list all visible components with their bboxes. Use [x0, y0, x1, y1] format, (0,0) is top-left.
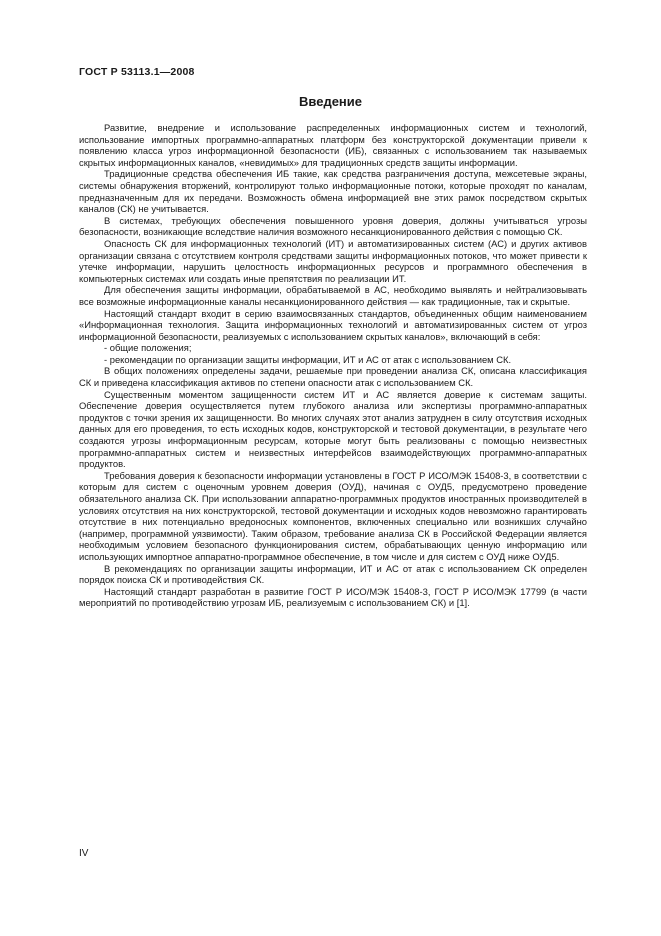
paragraph: Развитие, внедрение и использование распределенных информационных систем и технологий, использование импортных программно-аппаратных платформ без конструкторской документации привели к появлению класса угроз информационной безопасности (ИБ), связанных с использованием так называемых скрытых информационных каналов, «невидимых» для традиционных средств защиты информации. [79, 122, 587, 168]
section-title: Введение [299, 94, 362, 109]
list-item: - общие положения; [104, 342, 192, 354]
paragraph: Для обеспечения защиты информации, обрабатываемой в АС, необходимо выявлять и нейтрализовывать все возможные информационные каналы несанкционированного действия — как традиционные, так и скрытые. [79, 284, 587, 307]
paragraph: Настоящий стандарт разработан в развитие ГОСТ Р ИСО/МЭК 15408-3, ГОСТ Р ИСО/МЭК 17799 (в части мероприятий по противодействию угрозам ИБ, реализуемым с использованием СК) и [1]. [79, 585, 587, 609]
document-body [79, 122, 587, 609]
paragraph: Традиционные средства обеспечения ИБ такие, как средства разграничения доступа, межсетевые экраны, системы обнаружения вторжений, контролируют только информационные потоки, которые проходят по каналам, предназначенным для их передачи. Возможность обмена информацией вне этих рамок посредством скрытых каналов (СК) не учитывается. [79, 168, 587, 215]
document-header: ГОСТ Р 53113.1—2008 [79, 66, 195, 78]
list-item: - рекомендации по организации защиты информации, ИТ и АС от атак с использованием СК. [104, 353, 512, 365]
paragraph: Существенным моментом защищенности систем ИТ и АС является доверие к системам защиты. Обеспечение доверия осуществляется путем глубокого анализа или экспертизы программно-аппаратных продуктов с точки зрения их защищенности. Во многих случаях этот анализ затруднен в силу отсутствия исходных данных для его проведения, то есть исходных кодов, конструкторской и тестовой документации, в результате чего создаются угрозы информационным ресурсам, которые могут быть реализованы с помощью неизвестных программно-аппаратных систем и неизвестных интерфейсов взаимодействующих программно-аппаратных продуктов. [79, 388, 587, 470]
paragraph: В общих положениях определены задачи, решаемые при проведении анализа СК, описана классификация СК и приведена классификация активов по степени опасности атак с использованием СК. [79, 365, 587, 389]
page-number: IV [79, 848, 89, 859]
paragraph: Требования доверия к безопасности информации установлены в ГОСТ Р ИСО/МЭК 15408-3, в соответствии с которым для систем с оценочным уровнем доверия (ОУД), начиная с ОУД5, предусмотрено проведение обязательного анализа СК. При использовании аппаратно-программных продуктов иностранных производителей в условиях отсутствия на них конструкторской, тестовой документации и исходных кодов невозможно гарантировать отсутствие в них потенциально вредоносных компонентов, включенных специально или возникших случайно (например, программной уязвимости). Таким образом, требование анализа СК в Российской Федерации является необходимым условием безопасного функционирования систем, обрабатывающих ценную информацию или использующих импортное аппаратно-программное обеспечение, в том числе и для систем с ОУД ниже ОУД5. [79, 469, 587, 562]
paragraph: В рекомендациях по организации защиты информации, ИТ и АС от атак с использованием СК определен порядок поиска СК и противодействия СК. [79, 562, 587, 586]
paragraph: В системах, требующих обеспечения повышенного уровня доверия, должны учитываться угрозы безопасности, возникающие вследствие наличия возможного несанкционированного действия с помощью СК. [79, 214, 587, 238]
paragraph: Опасность СК для информационных технологий (ИТ) и автоматизированных систем (АС) и других активов организации связана с отсутствием контроля средствами защиты информационных потоков, что может привести к утечке информации, нарушить целостность информационных ресурсов и программного обеспечения в компьютерных системах или создать иные препятствия по реализации ИТ. [79, 237, 587, 284]
paragraph: Настоящий стандарт входит в серию взаимосвязанных стандартов, объединенных общим наименованием «Информационная технология. Защита информационных технологий и автоматизированных систем от угроз информационной безопасности, реализуемых с использованием скрытых каналов», включающий в себя: [79, 307, 587, 342]
